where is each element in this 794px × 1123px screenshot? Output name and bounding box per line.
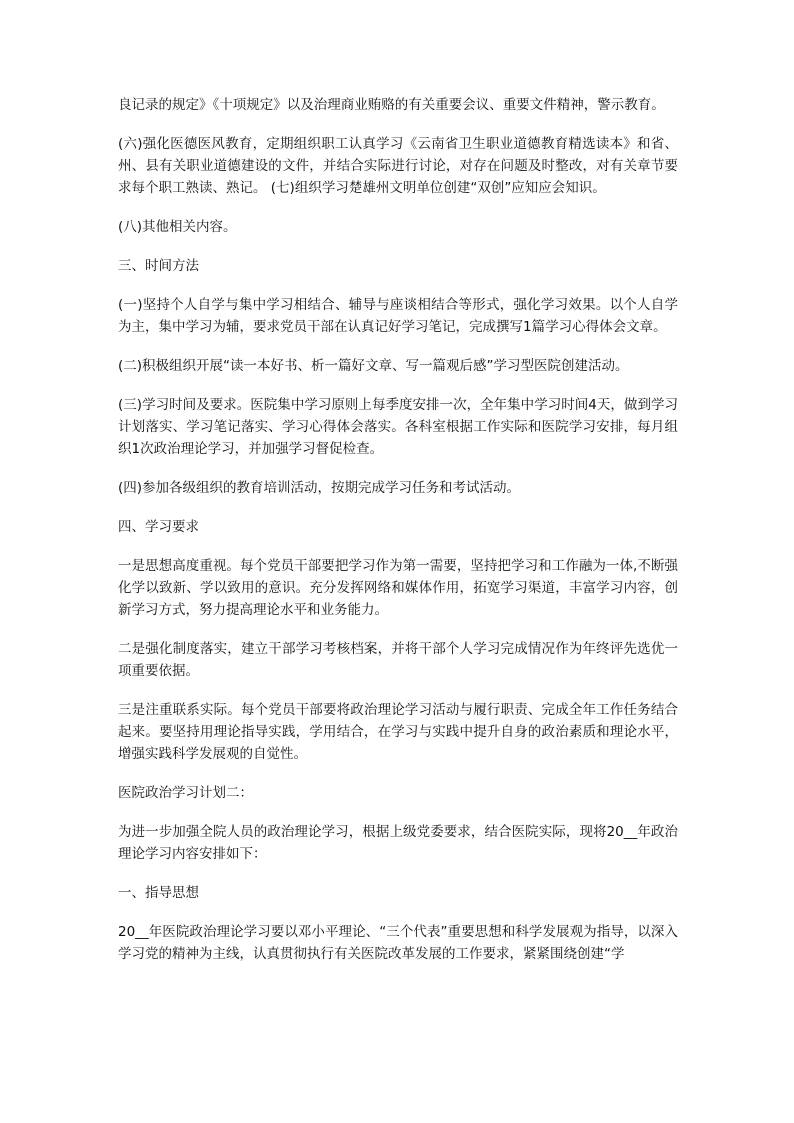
document-body bbox=[118, 94, 678, 982]
heading-time-method: 三、时间方法 bbox=[118, 258, 199, 274]
paragraph-study-time: (三)学习时间及要求。医院集中学习原则上每季度安排一次，全年集中学习时间4天，做到学习计划落实、学习笔记落实、学习心得体会落实。各科室根据工作实际和医院学习安排，每月组织1次政治理论学习，并加强学习督促检查。 bbox=[118, 397, 678, 457]
paragraph-requirement-one: 一是思想高度重视。每个党员干部要把学习作为第一需要，坚持把学习和工作融为一体,不断强化学以致新、学以致用的意识。充分发挥网络和媒体作用，拓宽学习渠道，丰富学习内容，创新学习方式，努力提高理论水平和业务能力。 bbox=[118, 558, 678, 618]
paragraph-training-activities: (四)参加各级组织的教育培训活动，按期完成学习任务和考试活动。 bbox=[118, 480, 521, 496]
heading-plan-two: 医院政治学习计划二： bbox=[118, 785, 253, 801]
paragraph-self-study: (一)坚持个人自学与集中学习相结合、辅导与座谈相结合等形式，强化学习效果。以个人自学为主，集中学习为辅，要求党员干部在认真记好学习笔记，完成撰写1篇学习心得体会文章。 bbox=[118, 297, 678, 335]
paragraph-ethics-education: (六)强化医德医风教育，定期组织职工认真学习《云南省卫生职业道德教育精选读本》和省、州、县有关职业道德建设的文件，并结合实际进行讨论，对存在问题及时整改，对有关章节要求每个职工熟读、熟记。 (七)组织学习楚雄州文明单位创建“双创”应知应会知识。 bbox=[118, 136, 678, 196]
paragraph-other-content: (八)其他相关内容。 bbox=[118, 219, 237, 235]
paragraph-requirement-three: 三是注重联系实际。每个党员干部要将政治理论学习活动与履行职责、完成全年工作任务结合起来。要坚持用理论指导实践，学用结合，在学习与实践中提升自身的政治素质和理论水平，增强实践科学发展观的自觉性。 bbox=[118, 702, 678, 762]
paragraph-warning-education: 良记录的规定》《十项规定》以及治理商业贿赂的有关重要会议、重要文件精神，警示教育。 bbox=[118, 97, 665, 113]
paragraph-plan-intro: 为进一步加强全院人员的政治理论学习，根据上级党委要求，结合医院实际，现将20__年政治理论学习内容安排如下： bbox=[118, 824, 678, 862]
paragraph-guiding-ideology: 20__年医院政治理论学习要以邓小平理论、“三个代表”重要思想和科学发展观为指导，以深入学习党的精神为主线，认真贯彻执行有关医院改革发展的工作要求，紧紧围绕创建“学 bbox=[118, 924, 678, 962]
paragraph-requirement-two: 二是强化制度落实，建立干部学习考核档案，并将干部个人学习完成情况作为年终评先选优一项重要依据。 bbox=[118, 641, 678, 679]
paragraph-reading-activity: (二)积极组织开展“读一本好书、析一篇好文章、写一篇观后感”学习型医院创建活动。 bbox=[118, 358, 629, 374]
heading-study-requirements: 四、学习要求 bbox=[118, 519, 199, 535]
heading-guiding-ideology: 一、指导思想 bbox=[118, 885, 199, 901]
